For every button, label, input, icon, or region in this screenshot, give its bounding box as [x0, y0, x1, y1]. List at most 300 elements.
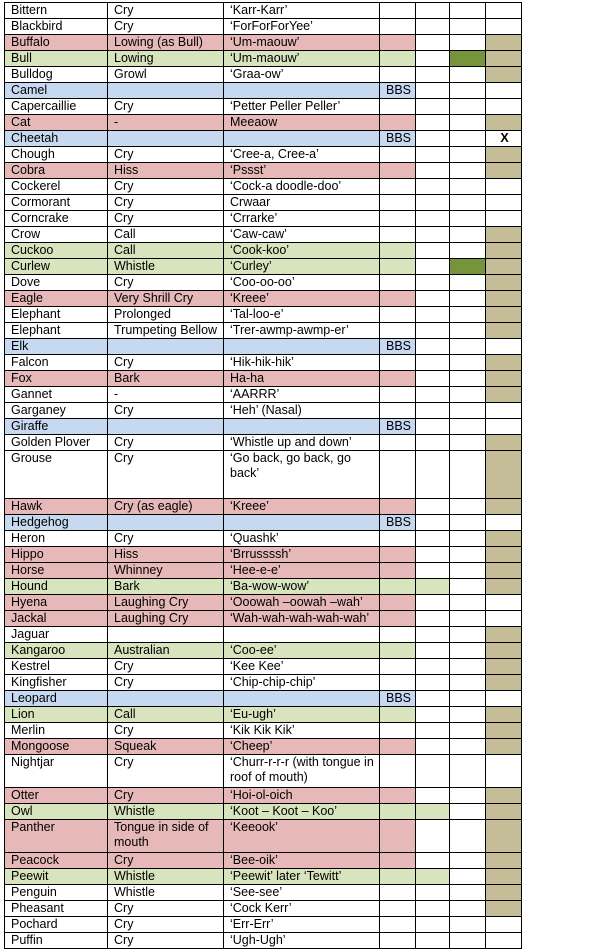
- animal-cell: Capercaillie: [5, 99, 108, 115]
- table-row: [5, 885, 522, 901]
- animal-cell: Hyena: [5, 595, 108, 611]
- sound-cell: Call: [108, 243, 224, 259]
- phonetic-cell: ‘Kreee’: [224, 499, 380, 515]
- mark-cell-a: [416, 403, 450, 419]
- mark-cell-b: [450, 804, 486, 820]
- mark-cell-c: [486, 67, 522, 83]
- table-row: [5, 259, 522, 275]
- sound-cell: Cry: [108, 723, 224, 739]
- phonetic-cell: ‘Chip-chip-chip’: [224, 675, 380, 691]
- mark-cell-c: [486, 804, 522, 820]
- sound-cell: Laughing Cry: [108, 595, 224, 611]
- code-cell: [380, 291, 416, 307]
- animal-cell: Nightjar: [5, 755, 108, 788]
- phonetic-cell: ‘Heh’ (Nasal): [224, 403, 380, 419]
- sound-cell: Cry: [108, 755, 224, 788]
- sound-cell: Prolonged: [108, 307, 224, 323]
- sound-cell: Cry: [108, 901, 224, 917]
- code-cell: [380, 115, 416, 131]
- code-cell: [380, 179, 416, 195]
- mark-cell-a: [416, 755, 450, 788]
- code-cell: [380, 675, 416, 691]
- mark-cell-b: [450, 3, 486, 19]
- mark-cell-c: [486, 707, 522, 723]
- code-cell: [380, 387, 416, 403]
- animal-cell: Penguin: [5, 885, 108, 901]
- table-row: [5, 99, 522, 115]
- sound-cell: Cry: [108, 853, 224, 869]
- sound-cell: Cry: [108, 19, 224, 35]
- animal-cell: Gannet: [5, 387, 108, 403]
- mark-cell-b: [450, 917, 486, 933]
- phonetic-cell: ‘Cock Kerr’: [224, 901, 380, 917]
- table-row: [5, 291, 522, 307]
- code-cell: [380, 259, 416, 275]
- sound-cell: [108, 131, 224, 147]
- animal-cell: Elephant: [5, 323, 108, 339]
- mark-cell-c: [486, 917, 522, 933]
- table-row: [5, 499, 522, 515]
- animal-cell: Buffalo: [5, 35, 108, 51]
- code-cell: [380, 147, 416, 163]
- phonetic-cell: ‘Petter Peller Peller’: [224, 99, 380, 115]
- mark-cell-a: [416, 707, 450, 723]
- mark-cell-a: [416, 211, 450, 227]
- mark-cell-a: [416, 515, 450, 531]
- phonetic-cell: Crwaar: [224, 195, 380, 211]
- mark-cell-b: [450, 275, 486, 291]
- mark-cell-b: [450, 531, 486, 547]
- mark-cell-c: [486, 579, 522, 595]
- table-row: [5, 339, 522, 355]
- mark-cell-c: [486, 611, 522, 627]
- code-cell: [380, 323, 416, 339]
- animal-cell: Hippo: [5, 547, 108, 563]
- code-cell: [380, 853, 416, 869]
- table-row: [5, 869, 522, 885]
- sound-cell: Cry: [108, 195, 224, 211]
- mark-cell-b: [450, 451, 486, 499]
- table-row: [5, 788, 522, 804]
- code-cell: [380, 643, 416, 659]
- animal-cell: Corncrake: [5, 211, 108, 227]
- code-cell: [380, 707, 416, 723]
- code-cell: [380, 820, 416, 853]
- mark-cell-c: X: [486, 131, 522, 147]
- code-cell: BBS: [380, 419, 416, 435]
- mark-cell-c: [486, 739, 522, 755]
- sound-cell: Growl: [108, 67, 224, 83]
- phonetic-cell: ‘Curley’: [224, 259, 380, 275]
- mark-cell-b: [450, 131, 486, 147]
- mark-cell-a: [416, 691, 450, 707]
- animal-cell: Mongoose: [5, 739, 108, 755]
- mark-cell-c: [486, 19, 522, 35]
- mark-cell-b: [450, 211, 486, 227]
- mark-cell-b: [450, 51, 486, 67]
- phonetic-cell: [224, 515, 380, 531]
- mark-cell-c: [486, 323, 522, 339]
- mark-cell-a: [416, 820, 450, 853]
- phonetic-cell: ‘Tal-loo-e’: [224, 307, 380, 323]
- table-row: [5, 195, 522, 211]
- phonetic-cell: ‘Cock-a doodle-doo’: [224, 179, 380, 195]
- mark-cell-c: [486, 691, 522, 707]
- animal-cell: Leopard: [5, 691, 108, 707]
- mark-cell-c: [486, 788, 522, 804]
- mark-cell-a: [416, 611, 450, 627]
- table-row: [5, 371, 522, 387]
- mark-cell-c: [486, 643, 522, 659]
- sound-cell: Lowing: [108, 51, 224, 67]
- sound-cell: Cry: [108, 435, 224, 451]
- mark-cell-c: [486, 83, 522, 99]
- mark-cell-c: [486, 659, 522, 675]
- mark-cell-a: [416, 307, 450, 323]
- table-row: [5, 563, 522, 579]
- sound-cell: Cry: [108, 675, 224, 691]
- code-cell: [380, 739, 416, 755]
- mark-cell-b: [450, 83, 486, 99]
- sound-cell: Cry: [108, 99, 224, 115]
- code-cell: BBS: [380, 131, 416, 147]
- sound-cell: Very Shrill Cry: [108, 291, 224, 307]
- mark-cell-c: [486, 291, 522, 307]
- phonetic-cell: [224, 83, 380, 99]
- mark-cell-c: [486, 419, 522, 435]
- table-row: [5, 643, 522, 659]
- mark-cell-a: [416, 579, 450, 595]
- mark-cell-b: [450, 755, 486, 788]
- animal-cell: Cockerel: [5, 179, 108, 195]
- mark-cell-b: [450, 627, 486, 643]
- animal-cell: Jackal: [5, 611, 108, 627]
- mark-cell-a: [416, 323, 450, 339]
- mark-cell-b: [450, 403, 486, 419]
- animal-cell: Dove: [5, 275, 108, 291]
- mark-cell-b: [450, 67, 486, 83]
- animal-cell: Curlew: [5, 259, 108, 275]
- sound-cell: Whinney: [108, 563, 224, 579]
- phonetic-cell: ‘Go back, go back, go back’: [224, 451, 380, 499]
- sound-cell: Cry: [108, 355, 224, 371]
- mark-cell-a: [416, 499, 450, 515]
- mark-cell-b: [450, 291, 486, 307]
- mark-cell-b: [450, 885, 486, 901]
- mark-cell-a: [416, 371, 450, 387]
- animal-cell: Chough: [5, 147, 108, 163]
- animal-cell: Otter: [5, 788, 108, 804]
- sound-cell: Bark: [108, 371, 224, 387]
- code-cell: [380, 3, 416, 19]
- mark-cell-b: [450, 659, 486, 675]
- code-cell: BBS: [380, 339, 416, 355]
- mark-cell-a: [416, 163, 450, 179]
- sound-cell: Whistle: [108, 804, 224, 820]
- phonetic-cell: ‘Pssst’: [224, 163, 380, 179]
- mark-cell-c: [486, 820, 522, 853]
- mark-cell-a: [416, 83, 450, 99]
- mark-cell-a: [416, 531, 450, 547]
- mark-cell-c: [486, 387, 522, 403]
- mark-cell-c: [486, 627, 522, 643]
- table-row: [5, 419, 522, 435]
- code-cell: [380, 885, 416, 901]
- phonetic-cell: ‘Cree-a, Cree-a’: [224, 147, 380, 163]
- code-cell: [380, 755, 416, 788]
- mark-cell-a: [416, 99, 450, 115]
- table-row: [5, 227, 522, 243]
- mark-cell-a: [416, 869, 450, 885]
- table-row: [5, 3, 522, 19]
- animal-cell: Giraffe: [5, 419, 108, 435]
- phonetic-cell: ‘Bee-oik’: [224, 853, 380, 869]
- sound-cell: Cry: [108, 531, 224, 547]
- table-row: [5, 515, 522, 531]
- sound-cell: Call: [108, 707, 224, 723]
- code-cell: [380, 933, 416, 949]
- phonetic-cell: ‘Err-Err’: [224, 917, 380, 933]
- code-cell: [380, 99, 416, 115]
- table-row: [5, 691, 522, 707]
- sound-cell: Cry (as eagle): [108, 499, 224, 515]
- table-row: [5, 739, 522, 755]
- code-cell: [380, 435, 416, 451]
- mark-cell-a: [416, 739, 450, 755]
- code-cell: [380, 869, 416, 885]
- animal-cell: Grouse: [5, 451, 108, 499]
- animal-cell: Garganey: [5, 403, 108, 419]
- mark-cell-c: [486, 211, 522, 227]
- table-row: [5, 67, 522, 83]
- animal-cell: Hawk: [5, 499, 108, 515]
- sound-cell: [108, 691, 224, 707]
- code-cell: [380, 627, 416, 643]
- phonetic-cell: ‘Hoi-ol-oich: [224, 788, 380, 804]
- mark-cell-b: [450, 499, 486, 515]
- sound-cell: Laughing Cry: [108, 611, 224, 627]
- sound-cell: Whistle: [108, 259, 224, 275]
- mark-cell-c: [486, 227, 522, 243]
- sound-cell: Hiss: [108, 547, 224, 563]
- animal-cell: Bulldog: [5, 67, 108, 83]
- mark-cell-a: [416, 595, 450, 611]
- mark-cell-a: [416, 659, 450, 675]
- sound-cell: Cry: [108, 275, 224, 291]
- table-row: [5, 755, 522, 788]
- mark-cell-a: [416, 627, 450, 643]
- mark-cell-b: [450, 355, 486, 371]
- animal-cell: Pheasant: [5, 901, 108, 917]
- mark-cell-b: [450, 563, 486, 579]
- mark-cell-a: [416, 243, 450, 259]
- mark-cell-b: [450, 179, 486, 195]
- animal-cell: Cormorant: [5, 195, 108, 211]
- table-row: [5, 147, 522, 163]
- sound-cell: Whistle: [108, 869, 224, 885]
- mark-cell-c: [486, 451, 522, 499]
- mark-cell-a: [416, 339, 450, 355]
- mark-cell-b: [450, 788, 486, 804]
- phonetic-cell: ‘Hee-e-e’: [224, 563, 380, 579]
- phonetic-cell: ‘Um-maouw’: [224, 51, 380, 67]
- mark-cell-a: [416, 675, 450, 691]
- animal-cell: Golden Plover: [5, 435, 108, 451]
- code-cell: [380, 659, 416, 675]
- mark-cell-a: [416, 643, 450, 659]
- phonetic-cell: ‘Trer-awmp-awmp-er’: [224, 323, 380, 339]
- mark-cell-a: [416, 419, 450, 435]
- mark-cell-c: [486, 755, 522, 788]
- sound-cell: Australian: [108, 643, 224, 659]
- mark-cell-c: [486, 499, 522, 515]
- sound-cell: Lowing (as Bull): [108, 35, 224, 51]
- mark-cell-b: [450, 19, 486, 35]
- animal-cell: Kingfisher: [5, 675, 108, 691]
- code-cell: [380, 243, 416, 259]
- mark-cell-b: [450, 643, 486, 659]
- phonetic-cell: ‘Coo-oo-oo’: [224, 275, 380, 291]
- mark-cell-b: [450, 869, 486, 885]
- sound-cell: -: [108, 115, 224, 131]
- mark-cell-a: [416, 147, 450, 163]
- table-row: [5, 131, 522, 147]
- animal-cell: Crow: [5, 227, 108, 243]
- mark-cell-b: [450, 933, 486, 949]
- mark-cell-a: [416, 547, 450, 563]
- mark-cell-b: [450, 435, 486, 451]
- sound-cell: Cry: [108, 403, 224, 419]
- mark-cell-c: [486, 901, 522, 917]
- phonetic-cell: ‘Kee Kee’: [224, 659, 380, 675]
- code-cell: [380, 355, 416, 371]
- animal-cell: Eagle: [5, 291, 108, 307]
- mark-cell-b: [450, 901, 486, 917]
- table-row: [5, 917, 522, 933]
- mark-cell-a: [416, 35, 450, 51]
- table-row: [5, 35, 522, 51]
- phonetic-cell: ‘AARRR’: [224, 387, 380, 403]
- mark-cell-a: [416, 885, 450, 901]
- sound-cell: Cry: [108, 179, 224, 195]
- mark-cell-c: [486, 515, 522, 531]
- animal-cell: Falcon: [5, 355, 108, 371]
- mark-cell-c: [486, 163, 522, 179]
- mark-cell-c: [486, 275, 522, 291]
- sound-cell: [108, 83, 224, 99]
- code-cell: [380, 917, 416, 933]
- code-cell: [380, 211, 416, 227]
- table-row: [5, 659, 522, 675]
- mark-cell-c: [486, 179, 522, 195]
- animal-cell: Jaguar: [5, 627, 108, 643]
- code-cell: [380, 195, 416, 211]
- code-cell: BBS: [380, 691, 416, 707]
- code-cell: [380, 595, 416, 611]
- sound-cell: [108, 627, 224, 643]
- phonetic-cell: ‘Cook-koo’: [224, 243, 380, 259]
- animal-cell: Hedgehog: [5, 515, 108, 531]
- phonetic-cell: [224, 419, 380, 435]
- mark-cell-c: [486, 675, 522, 691]
- sound-cell: Hiss: [108, 163, 224, 179]
- mark-cell-b: [450, 853, 486, 869]
- table-row: [5, 611, 522, 627]
- mark-cell-c: [486, 355, 522, 371]
- mark-cell-a: [416, 917, 450, 933]
- table-row: [5, 115, 522, 131]
- phonetic-cell: ‘See-see’: [224, 885, 380, 901]
- animal-cell: Hound: [5, 579, 108, 595]
- mark-cell-c: [486, 115, 522, 131]
- table-row: [5, 307, 522, 323]
- table-row: [5, 547, 522, 563]
- mark-cell-c: [486, 307, 522, 323]
- table-row: [5, 579, 522, 595]
- table-row: [5, 723, 522, 739]
- code-cell: [380, 307, 416, 323]
- phonetic-cell: ‘Koot – Koot – Koo’: [224, 804, 380, 820]
- table-row: [5, 355, 522, 371]
- sound-cell: [108, 339, 224, 355]
- mark-cell-b: [450, 739, 486, 755]
- mark-cell-b: [450, 99, 486, 115]
- mark-cell-c: [486, 435, 522, 451]
- mark-cell-a: [416, 853, 450, 869]
- mark-cell-a: [416, 259, 450, 275]
- mark-cell-b: [450, 227, 486, 243]
- mark-cell-c: [486, 51, 522, 67]
- animal-cell: Puffin: [5, 933, 108, 949]
- code-cell: [380, 163, 416, 179]
- code-cell: [380, 275, 416, 291]
- mark-cell-b: [450, 35, 486, 51]
- mark-cell-b: [450, 611, 486, 627]
- mark-cell-b: [450, 820, 486, 853]
- mark-cell-b: [450, 707, 486, 723]
- animal-cell: Blackbird: [5, 19, 108, 35]
- mark-cell-b: [450, 675, 486, 691]
- phonetic-cell: ‘Crrarke’: [224, 211, 380, 227]
- mark-cell-c: [486, 259, 522, 275]
- mark-cell-b: [450, 371, 486, 387]
- animal-cell: Elephant: [5, 307, 108, 323]
- table-row: [5, 243, 522, 259]
- mark-cell-a: [416, 901, 450, 917]
- sound-cell: Cry: [108, 659, 224, 675]
- code-cell: [380, 788, 416, 804]
- sound-cell: -: [108, 387, 224, 403]
- animal-cell: Camel: [5, 83, 108, 99]
- animal-cell: Cheetah: [5, 131, 108, 147]
- animal-cell: Bull: [5, 51, 108, 67]
- mark-cell-a: [416, 67, 450, 83]
- mark-cell-a: [416, 933, 450, 949]
- mark-cell-c: [486, 99, 522, 115]
- mark-cell-b: [450, 115, 486, 131]
- mark-cell-c: [486, 3, 522, 19]
- sound-cell: Cry: [108, 211, 224, 227]
- phonetic-cell: ‘Ugh-Ugh’: [224, 933, 380, 949]
- code-cell: BBS: [380, 515, 416, 531]
- mark-cell-c: [486, 869, 522, 885]
- animal-cell: Cobra: [5, 163, 108, 179]
- table-row: [5, 901, 522, 917]
- table-row: [5, 933, 522, 949]
- table-row: [5, 163, 522, 179]
- table-row: [5, 707, 522, 723]
- mark-cell-b: [450, 339, 486, 355]
